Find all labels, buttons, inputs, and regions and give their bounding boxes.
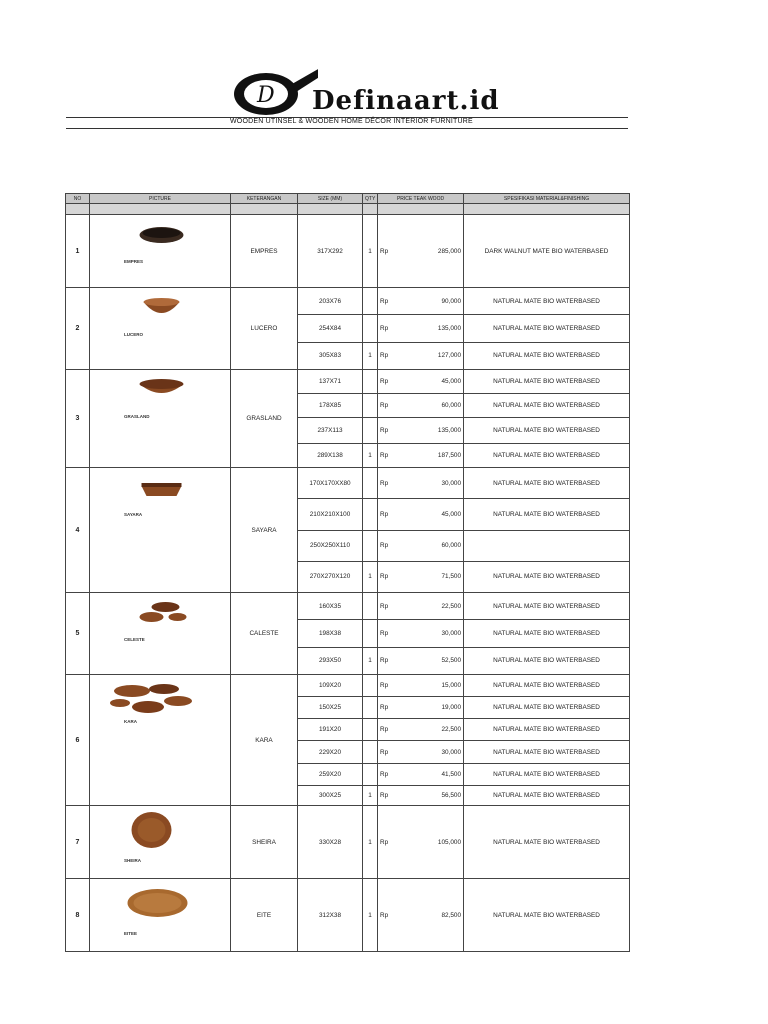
qty-cell xyxy=(363,530,378,561)
qty-cell xyxy=(363,468,378,499)
qty-cell: 1 xyxy=(363,806,378,879)
price-cell: 41,500 xyxy=(394,763,464,785)
qty-cell xyxy=(363,719,378,741)
product-name: GRASLAND xyxy=(231,370,298,468)
item-number: 6 xyxy=(66,675,90,806)
spec-cell: NATURAL MATE BIO WATERBASED xyxy=(464,342,630,369)
currency-cell: Rp xyxy=(378,593,394,620)
product-name: EMPRES xyxy=(231,215,298,288)
currency-cell: Rp xyxy=(378,879,394,952)
product-name: LUCERO xyxy=(231,288,298,370)
price-cell: 45,000 xyxy=(394,499,464,530)
spec-cell: NATURAL MATE BIO WATERBASED xyxy=(464,647,630,674)
table-header-row xyxy=(66,194,630,204)
price-cell: 105,000 xyxy=(394,806,464,879)
size-cell: 259X20 xyxy=(298,763,363,785)
item-number: 4 xyxy=(66,468,90,593)
picture-caption: KARA xyxy=(124,719,137,724)
bowl-image-icon xyxy=(92,472,228,512)
qty-cell xyxy=(363,315,378,342)
qty-cell xyxy=(363,394,378,418)
currency-cell: Rp xyxy=(378,675,394,697)
spec-cell: NATURAL MATE BIO WATERBASED xyxy=(464,443,630,467)
bowl-image-icon xyxy=(92,883,228,923)
size-cell: 237X113 xyxy=(298,418,363,443)
price-cell: 30,000 xyxy=(394,620,464,647)
qty-cell: 1 xyxy=(363,342,378,369)
spec-cell: NATURAL MATE BIO WATERBASED xyxy=(464,370,630,394)
price-cell: 30,000 xyxy=(394,468,464,499)
qty-cell: 1 xyxy=(363,785,378,805)
spec-cell: NATURAL MATE BIO WATERBASED xyxy=(464,675,630,697)
price-cell: 71,500 xyxy=(394,561,464,592)
svg-text:D: D xyxy=(257,83,275,108)
currency-cell: Rp xyxy=(378,370,394,394)
qty-cell xyxy=(363,499,378,530)
product-name: SAYARA xyxy=(231,468,298,593)
bowl-image-icon xyxy=(92,219,228,259)
size-cell: 254X84 xyxy=(298,315,363,342)
size-cell: 198X38 xyxy=(298,620,363,647)
size-cell: 317X292 xyxy=(298,215,363,288)
col-header-qty: QTY xyxy=(363,194,378,204)
spec-cell: NATURAL MATE BIO WATERBASED xyxy=(464,879,630,952)
bowl-image-icon xyxy=(92,679,228,719)
product-name: KARA xyxy=(231,675,298,806)
qty-cell xyxy=(363,675,378,697)
product-picture xyxy=(90,806,231,879)
qty-cell xyxy=(363,370,378,394)
table-row xyxy=(66,468,630,499)
size-cell: 229X20 xyxy=(298,741,363,763)
picture-caption: EITEE xyxy=(124,931,138,936)
currency-cell: Rp xyxy=(378,499,394,530)
size-cell: 330X28 xyxy=(298,806,363,879)
qty-cell: 1 xyxy=(363,561,378,592)
picture-caption: CELESTE xyxy=(124,637,145,642)
picture-caption: GRASLAND xyxy=(124,414,150,419)
price-cell: 285,000 xyxy=(394,215,464,288)
price-list-table xyxy=(65,193,630,952)
qty-cell: 1 xyxy=(363,443,378,467)
currency-cell: Rp xyxy=(378,215,394,288)
product-picture xyxy=(90,370,231,468)
qty-cell: 1 xyxy=(363,215,378,288)
table-spacer-row xyxy=(66,204,630,215)
price-cell: 52,500 xyxy=(394,647,464,674)
product-picture xyxy=(90,879,231,952)
currency-cell: Rp xyxy=(378,719,394,741)
spec-cell: DARK WALNUT MATE BIO WATERBASED xyxy=(464,215,630,288)
bowl-image-icon xyxy=(92,374,228,414)
brand-tagline: WOODEN UTINSEL & WOODEN HOME DÉCOR INTERIOR FURNITURE xyxy=(230,118,473,125)
item-number: 5 xyxy=(66,593,90,675)
price-cell: 22,500 xyxy=(394,719,464,741)
product-picture xyxy=(90,215,231,288)
spec-cell: NATURAL MATE BIO WATERBASED xyxy=(464,418,630,443)
product-picture xyxy=(90,593,231,675)
size-cell: 150X25 xyxy=(298,697,363,719)
item-number: 7 xyxy=(66,806,90,879)
product-name: CALESTE xyxy=(231,593,298,675)
price-cell: 19,000 xyxy=(394,697,464,719)
qty-cell xyxy=(363,741,378,763)
currency-cell: Rp xyxy=(378,561,394,592)
col-header-size: SIZE (MM) xyxy=(298,194,363,204)
product-picture xyxy=(90,468,231,593)
product-picture xyxy=(90,675,231,806)
price-cell: 135,000 xyxy=(394,315,464,342)
currency-cell: Rp xyxy=(378,342,394,369)
letterhead xyxy=(0,0,768,140)
price-cell: 15,000 xyxy=(394,675,464,697)
col-header-picture: PICTURE xyxy=(90,194,231,204)
currency-cell: Rp xyxy=(378,697,394,719)
qty-cell: 1 xyxy=(363,647,378,674)
pan-logo-icon xyxy=(228,64,318,120)
col-header-no: NO xyxy=(66,194,90,204)
price-cell: 60,000 xyxy=(394,530,464,561)
spec-cell: NATURAL MATE BIO WATERBASED xyxy=(464,719,630,741)
size-cell: 160X35 xyxy=(298,593,363,620)
spec-cell: NATURAL MATE BIO WATERBASED xyxy=(464,561,630,592)
qty-cell xyxy=(363,593,378,620)
table-row xyxy=(66,806,630,879)
size-cell: 293X50 xyxy=(298,647,363,674)
size-cell: 312X38 xyxy=(298,879,363,952)
size-cell: 178X85 xyxy=(298,394,363,418)
spec-cell: NATURAL MATE BIO WATERBASED xyxy=(464,763,630,785)
spec-cell: NATURAL MATE BIO WATERBASED xyxy=(464,806,630,879)
currency-cell: Rp xyxy=(378,394,394,418)
header-rule-bottom xyxy=(66,128,628,129)
price-cell: 82,500 xyxy=(394,879,464,952)
currency-cell: Rp xyxy=(378,443,394,467)
qty-cell xyxy=(363,697,378,719)
picture-caption: LUCERO xyxy=(124,332,143,337)
table-row xyxy=(66,879,630,952)
table-row xyxy=(66,215,630,288)
brand-name: Definaart.id xyxy=(312,86,500,116)
spec-cell: NATURAL MATE BIO WATERBASED xyxy=(464,741,630,763)
size-cell: 250X250X110 xyxy=(298,530,363,561)
item-number: 1 xyxy=(66,215,90,288)
brand-logo xyxy=(228,64,588,120)
size-cell: 300X25 xyxy=(298,785,363,805)
table-row xyxy=(66,288,630,315)
spec-cell: NATURAL MATE BIO WATERBASED xyxy=(464,785,630,805)
currency-cell: Rp xyxy=(378,763,394,785)
item-number: 2 xyxy=(66,288,90,370)
size-cell: 137X71 xyxy=(298,370,363,394)
table-row xyxy=(66,675,630,697)
price-cell: 30,000 xyxy=(394,741,464,763)
size-cell: 203X76 xyxy=(298,288,363,315)
price-cell: 90,000 xyxy=(394,288,464,315)
price-cell: 187,500 xyxy=(394,443,464,467)
currency-cell: Rp xyxy=(378,647,394,674)
qty-cell xyxy=(363,763,378,785)
spec-cell: NATURAL MATE BIO WATERBASED xyxy=(464,394,630,418)
size-cell: 109X20 xyxy=(298,675,363,697)
size-cell: 210X210X100 xyxy=(298,499,363,530)
qty-cell xyxy=(363,620,378,647)
currency-cell: Rp xyxy=(378,785,394,805)
size-cell: 170X170XX80 xyxy=(298,468,363,499)
col-header-keterangan: KETERANGAN xyxy=(231,194,298,204)
size-cell: 289X138 xyxy=(298,443,363,467)
currency-cell: Rp xyxy=(378,620,394,647)
bowl-image-icon xyxy=(92,597,228,637)
table-row xyxy=(66,593,630,620)
spec-cell: NATURAL MATE BIO WATERBASED xyxy=(464,620,630,647)
item-number: 3 xyxy=(66,370,90,468)
qty-cell: 1 xyxy=(363,879,378,952)
qty-cell xyxy=(363,288,378,315)
size-cell: 305X83 xyxy=(298,342,363,369)
product-name: SHEIRA xyxy=(231,806,298,879)
picture-caption: SHEIRA xyxy=(124,858,142,863)
picture-caption: SAYARA xyxy=(124,512,143,517)
table-row xyxy=(66,370,630,394)
currency-cell: Rp xyxy=(378,741,394,763)
col-header-spec: SPESIFIKASI MATERIAL&FINISHING xyxy=(464,194,630,204)
price-cell: 127,000 xyxy=(394,342,464,369)
size-cell: 191X20 xyxy=(298,719,363,741)
currency-cell: Rp xyxy=(378,806,394,879)
bowl-image-icon xyxy=(92,292,228,332)
spec-cell: NATURAL MATE BIO WATERBASED xyxy=(464,468,630,499)
currency-cell: Rp xyxy=(378,288,394,315)
price-cell: 45,000 xyxy=(394,370,464,394)
spec-cell: NATURAL MATE BIO WATERBASED xyxy=(464,593,630,620)
currency-cell: Rp xyxy=(378,315,394,342)
item-number: 8 xyxy=(66,879,90,952)
product-picture xyxy=(90,288,231,370)
price-cell: 22,500 xyxy=(394,593,464,620)
price-cell: 135,000 xyxy=(394,418,464,443)
spec-cell: NATURAL MATE BIO WATERBASED xyxy=(464,288,630,315)
size-cell: 270X270X120 xyxy=(298,561,363,592)
bowl-image-icon xyxy=(92,810,228,850)
spec-cell xyxy=(464,530,630,561)
spec-cell: NATURAL MATE BIO WATERBASED xyxy=(464,697,630,719)
product-name: EITE xyxy=(231,879,298,952)
spec-cell: NATURAL MATE BIO WATERBASED xyxy=(464,499,630,530)
currency-cell: Rp xyxy=(378,418,394,443)
price-cell: 56,500 xyxy=(394,785,464,805)
col-header-price: PRICE TEAK WOOD xyxy=(378,194,464,204)
spec-cell: NATURAL MATE BIO WATERBASED xyxy=(464,315,630,342)
currency-cell: Rp xyxy=(378,468,394,499)
price-cell: 60,000 xyxy=(394,394,464,418)
currency-cell: Rp xyxy=(378,530,394,561)
qty-cell xyxy=(363,418,378,443)
picture-caption: EMPRES xyxy=(124,259,144,264)
